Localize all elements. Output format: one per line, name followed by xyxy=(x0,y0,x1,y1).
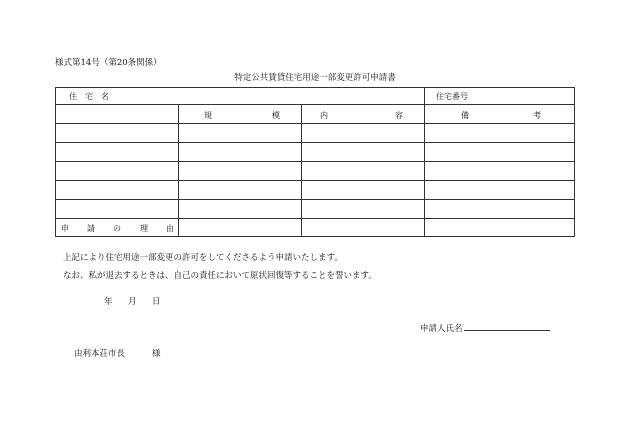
application-table xyxy=(55,87,575,237)
signature-line xyxy=(464,330,550,331)
row-divider xyxy=(56,199,574,200)
reason-label-char-3: の xyxy=(113,224,121,233)
column-divider xyxy=(178,104,179,236)
column-divider xyxy=(301,104,302,236)
reason-label-char-1: 申 xyxy=(61,224,69,233)
col-content-char-1: 内 xyxy=(320,111,328,120)
row-divider xyxy=(56,123,574,124)
addressee-honorific: 様 xyxy=(152,349,161,359)
row-divider xyxy=(56,161,574,162)
col-content-char-2: 容 xyxy=(395,111,403,120)
applicant-name-label: 申請人氏名 xyxy=(420,324,463,334)
body-line-2: なお、私が退去するときは、自己の責任において原状回復等することを誓います。 xyxy=(63,271,377,281)
date-year: 年 xyxy=(104,297,113,307)
reason-label-char-2: 請 xyxy=(87,224,95,233)
date-day: 日 xyxy=(152,297,161,307)
column-divider xyxy=(424,104,425,236)
row-divider xyxy=(56,142,574,143)
col-remarks-char-1: 備 xyxy=(461,111,469,120)
addressee-name: 由利本荘市長 xyxy=(74,349,126,359)
house-number-label: 住宅番号 xyxy=(436,92,468,101)
house-name-label: 住 宅 名 xyxy=(69,92,109,101)
date-month: 月 xyxy=(128,297,137,307)
reason-label-char-4: 理 xyxy=(140,224,148,233)
header-column-divider xyxy=(424,88,425,104)
row-divider xyxy=(56,180,574,181)
reason-label-char-5: 由 xyxy=(166,224,174,233)
row-divider xyxy=(56,104,574,105)
form-number: 様式第14号（第20条関係） xyxy=(55,58,162,68)
col-scale-char-2: 模 xyxy=(272,111,280,120)
row-divider xyxy=(56,218,574,219)
col-scale-char-1: 規 xyxy=(204,111,212,120)
document-title: 特定公共賃貸住宅用途一部変更許可申請書 xyxy=(234,73,396,83)
col-remarks-char-2: 考 xyxy=(533,111,541,120)
body-line-1: 上記により住宅用途一部変更の許可をしてくださるよう申請いたします。 xyxy=(63,253,343,263)
